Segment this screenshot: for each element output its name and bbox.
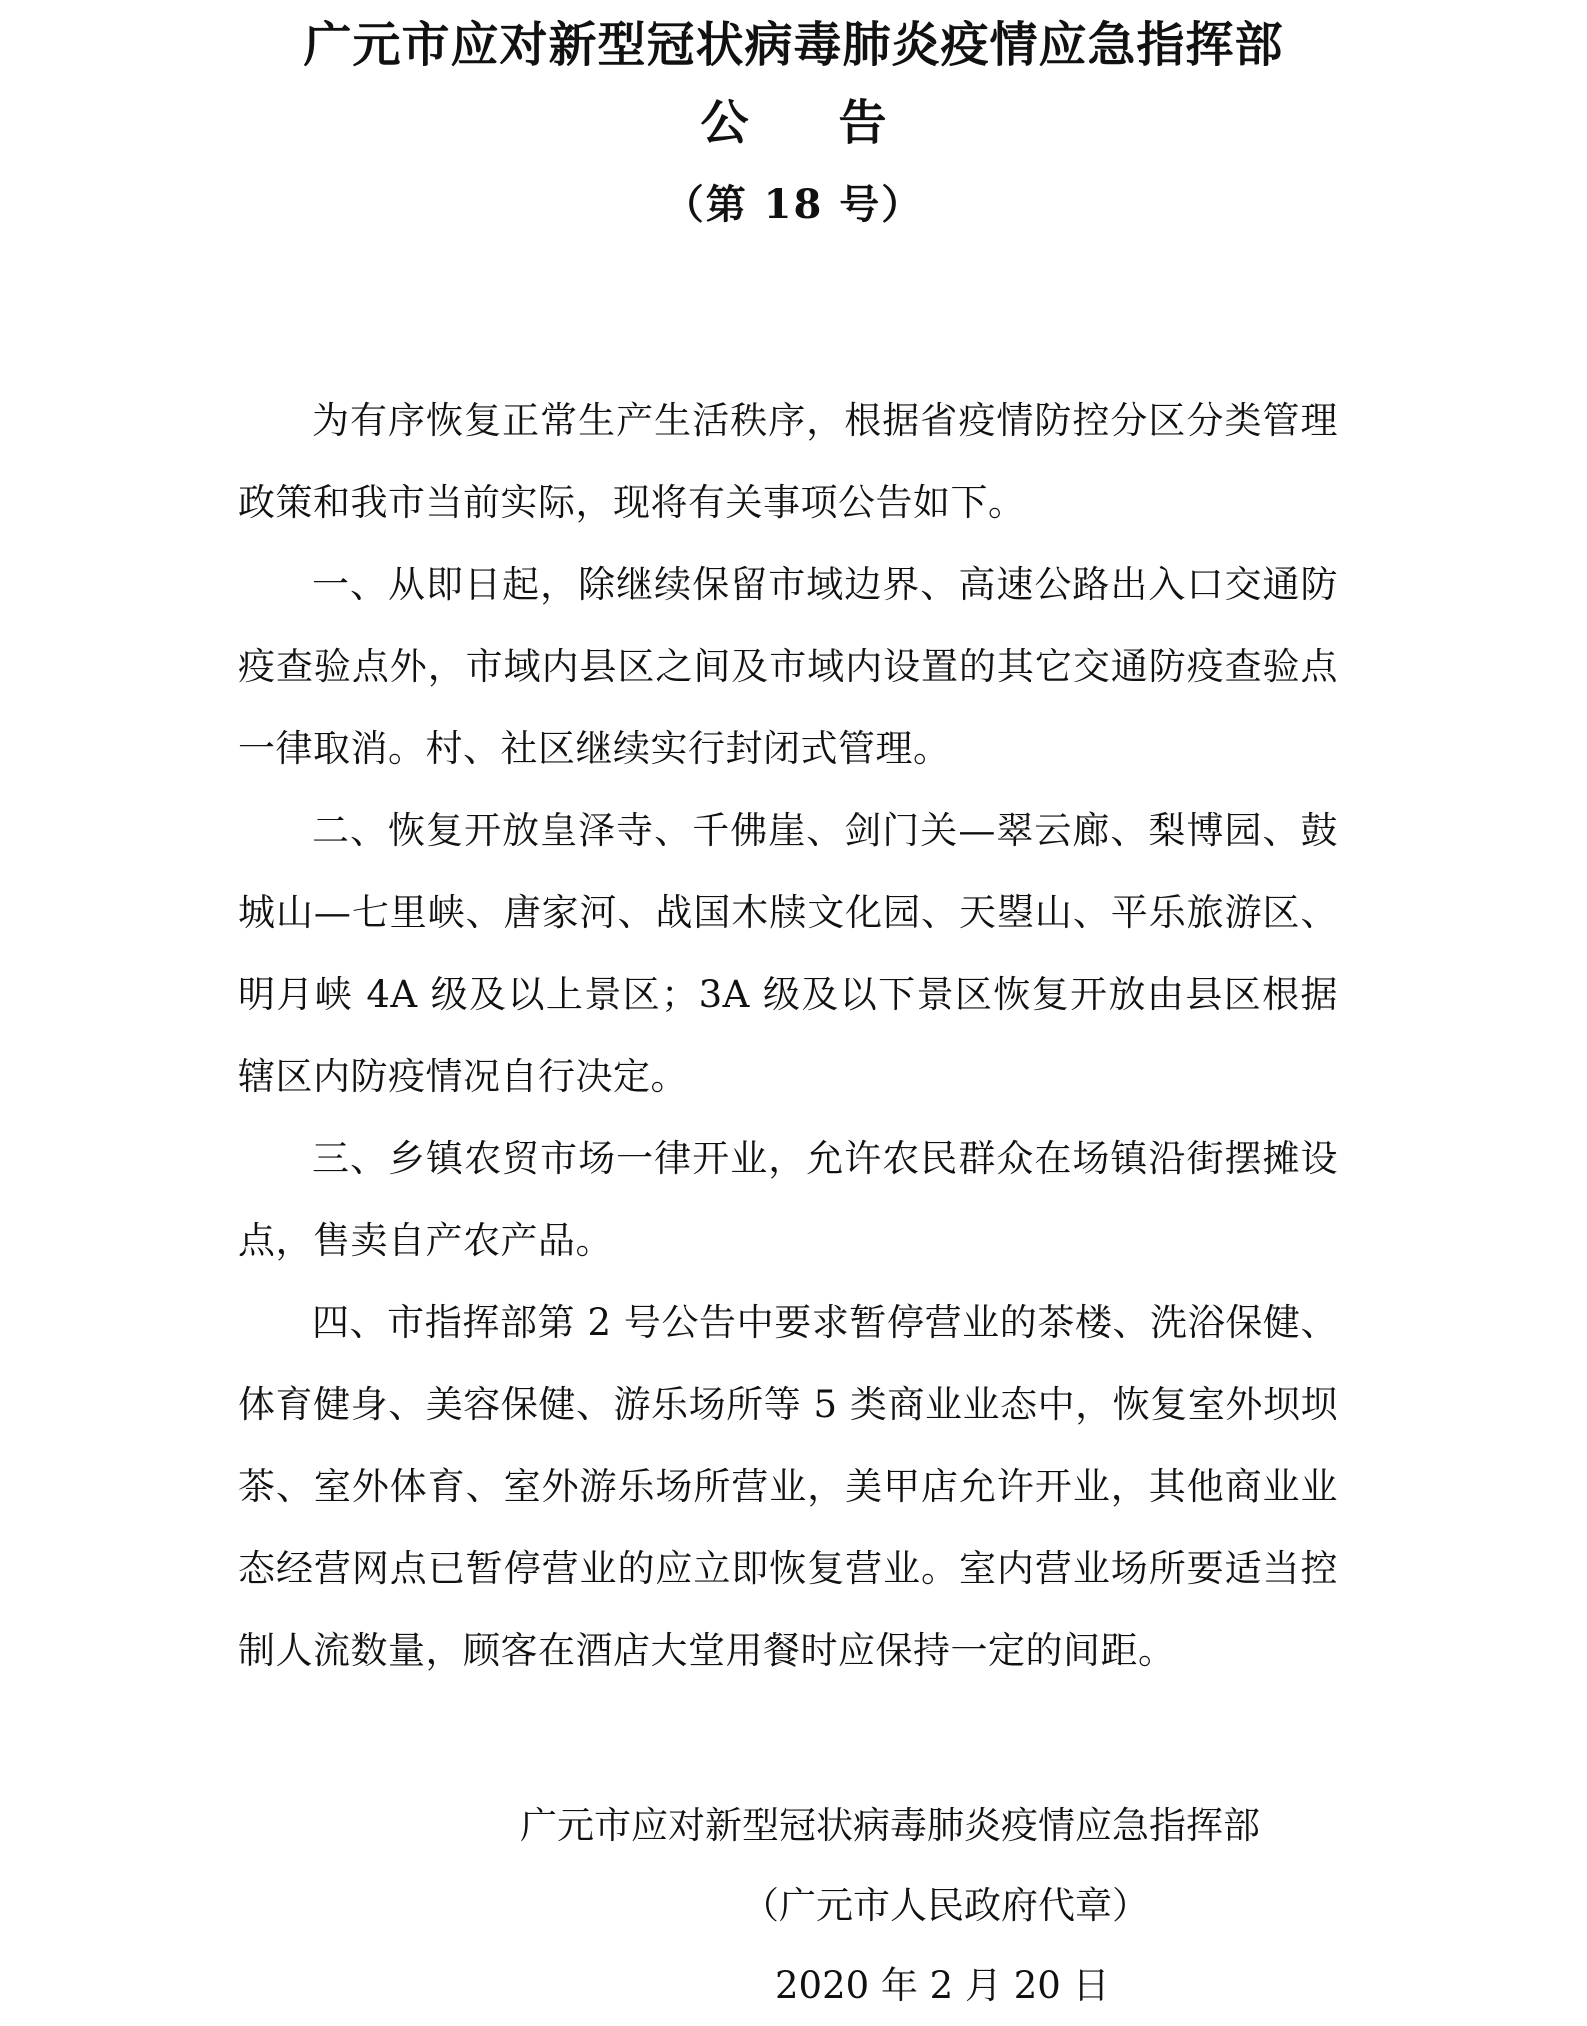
signature-seal-note: （广元市人民政府代章） bbox=[742, 1884, 1149, 1927]
issuer-title: 广元市应对新型冠状病毒肺炎疫情应急指挥部 bbox=[303, 17, 1284, 73]
item-2-paragraph: 二、恢复开放皇泽寺、千佛崖、剑门关—翠云廊、梨博园、鼓城山—七里峡、唐家河、战国木牍文化园、天曌山、平乐旅游区、明月峡 4A 级及以上景区；3A 级及以下景区恢复开放由县区根据辖区内防疫情况自行决定。 bbox=[238, 809, 1338, 1098]
intro-paragraph: 为有序恢复正常生产生活秩序，根据省疫情防控分区分类管理政策和我市当前实际，现将有关事项公告如下。 bbox=[238, 399, 1338, 524]
item-3-paragraph: 三、乡镇农贸市场一律开业，允许农民群众在场镇沿街摆摊设点，售卖自产农产品。 bbox=[238, 1137, 1338, 1262]
doc-number: （第 18 号） bbox=[663, 181, 924, 228]
announcement-body bbox=[238, 380, 1338, 1692]
doc-type-title: 公告 bbox=[700, 95, 977, 151]
item-4-paragraph: 四、市指挥部第 2 号公告中要求暂停营业的茶楼、洗浴保健、体育健身、美容保健、游乐场所等 5 类商业业态中，恢复室外坝坝茶、室外体育、室外游乐场所营业，美甲店允许开业，其他商业业态经营网点已暂停营业的应立即恢复营业。室内营业场所要适当控制人流数量，顾客在酒店大堂用餐时应保持一定的间距。 bbox=[238, 1301, 1338, 1672]
signature-date: 2020 年 2 月 20 日 bbox=[775, 1964, 1110, 2007]
signature-organization: 广元市应对新型冠状病毒肺炎疫情应急指挥部 bbox=[520, 1804, 1260, 1847]
item-1-paragraph: 一、从即日起，除继续保留市域边界、高速公路出入口交通防疫查验点外，市域内县区之间及市域内设置的其它交通防疫查验点一律取消。村、社区继续实行封闭式管理。 bbox=[238, 563, 1338, 770]
